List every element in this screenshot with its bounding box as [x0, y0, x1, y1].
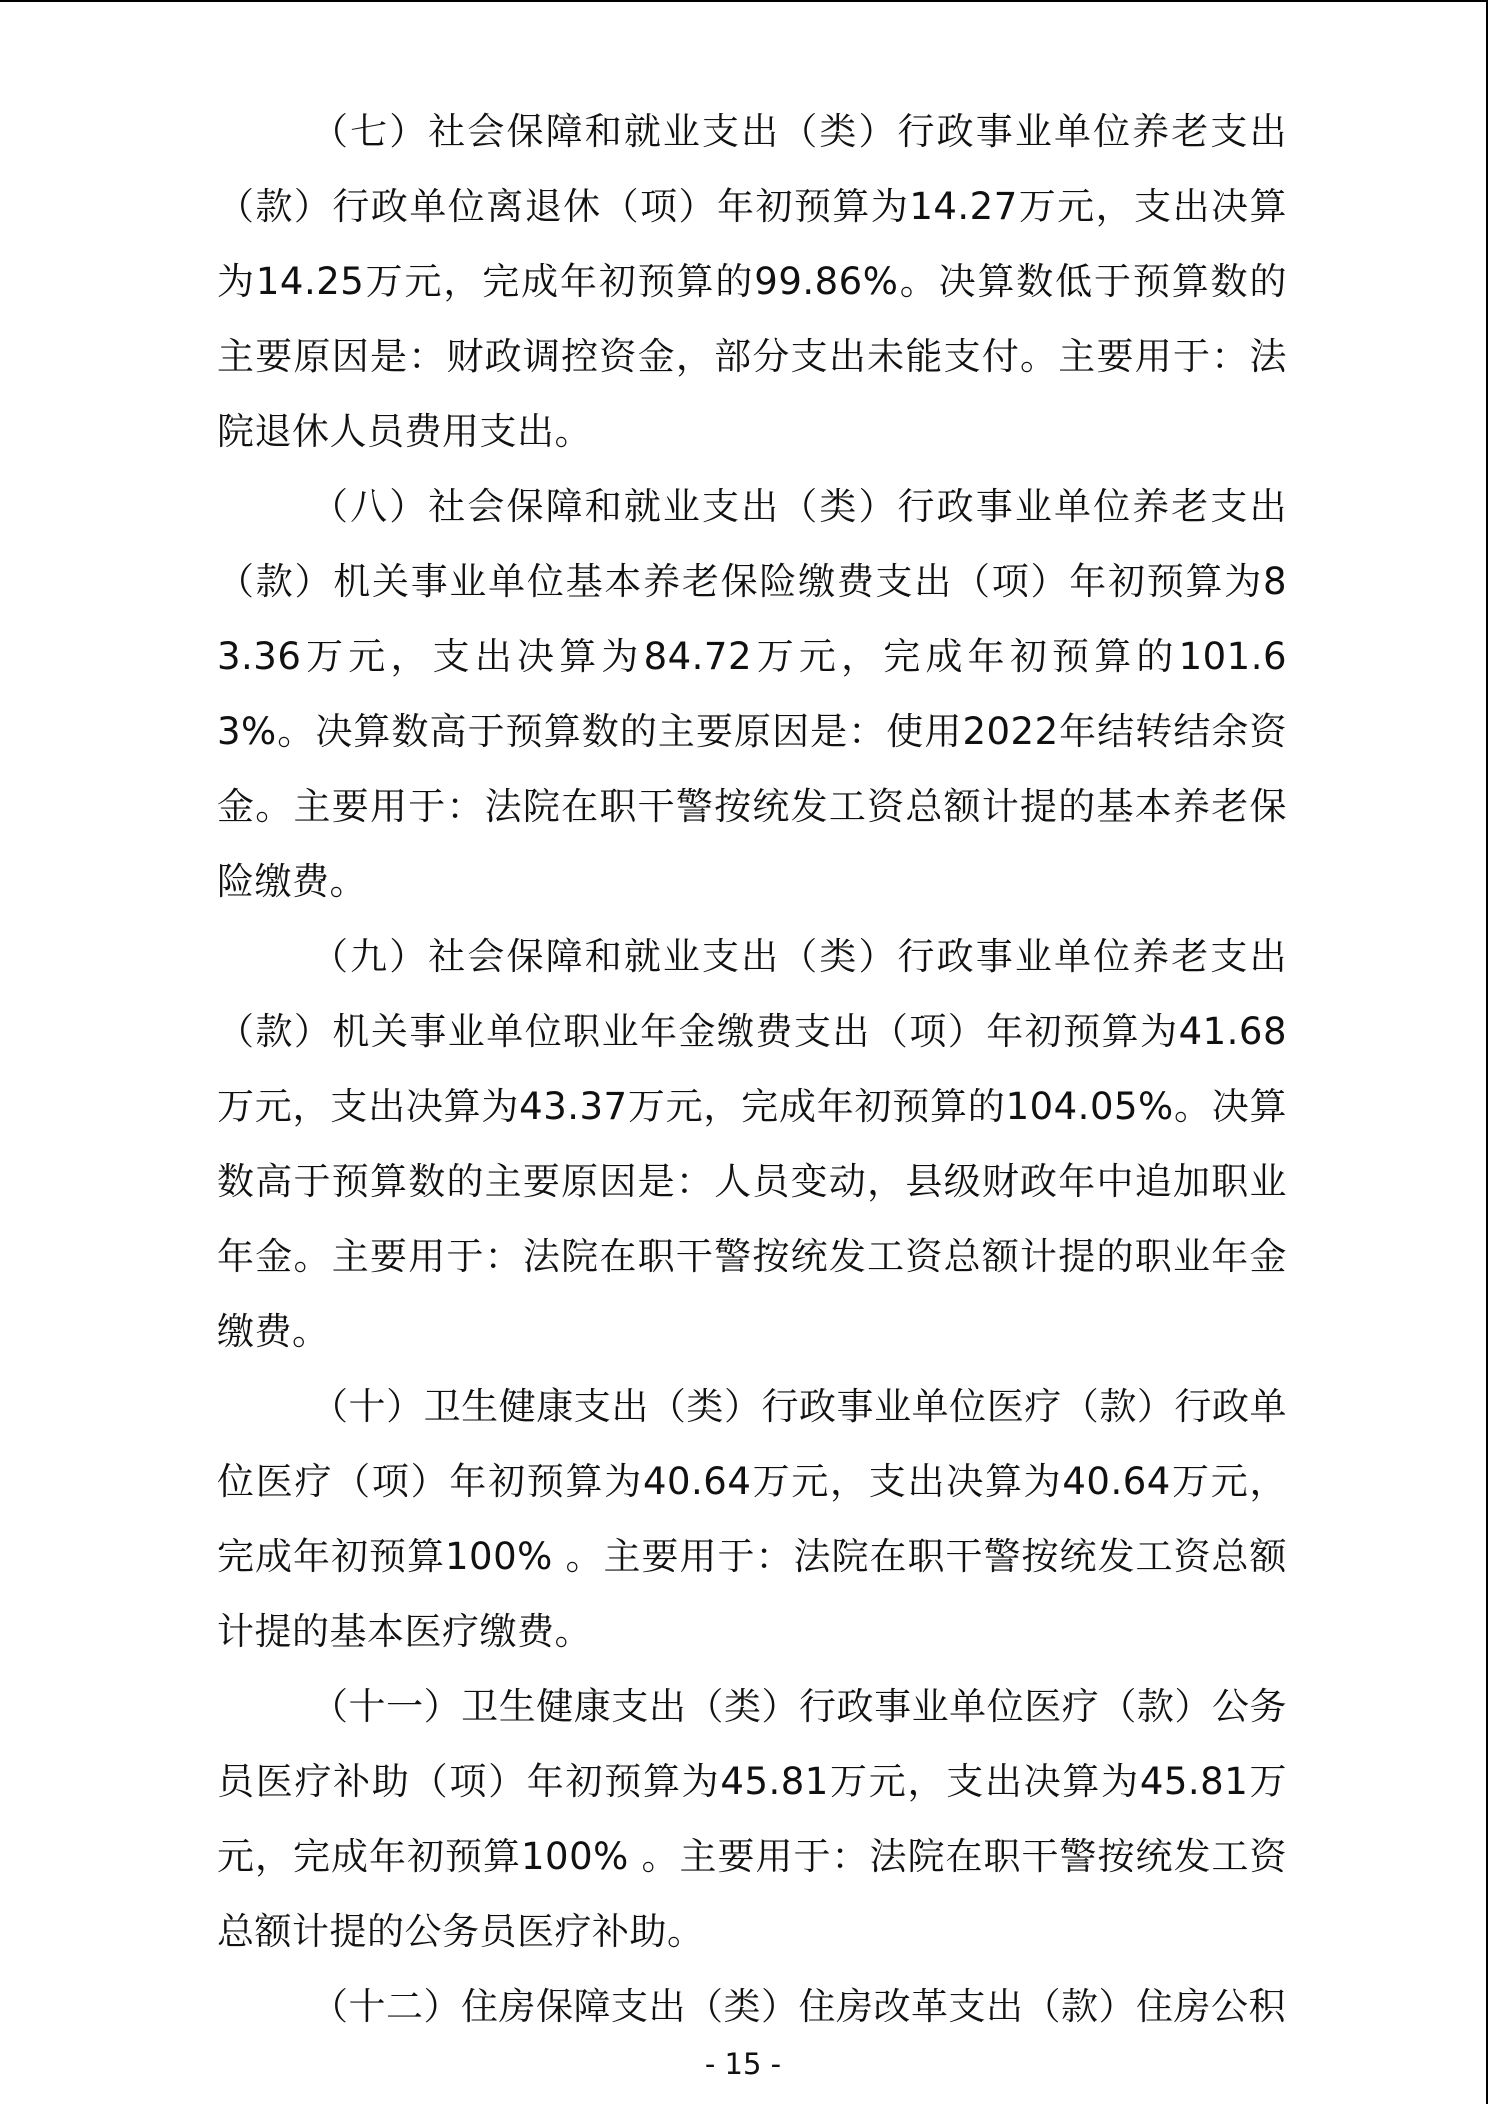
- paragraph-12: （十二）住房保障支出（类）住房改革支出（款）住房公积: [311, 1985, 1286, 2028]
- paragraph-8: （八）社会保障和就业支出（类）行政事业单位养老支出（款）机关事业单位基本养老保险缴费支出（项）年初预算为83.36万元，支出决算为84.72万元，完成年初预算的101.63%。决算数高于预算数的主要原因是：使用2022年结转结余资金。主要用于：法院在职干警按统发工资总额计提的基本养老保险缴费。: [217, 485, 1287, 903]
- paragraph-10: （十）卫生健康支出（类）行政事业单位医疗（款）行政单位医疗（项）年初预算为40.64万元，支出决算为40.64万元，完成年初预算100% 。主要用于：法院在职干警按统发工资总额计提的基本医疗缴费。: [217, 1385, 1287, 1653]
- page-number: - 15 -: [704, 2047, 782, 2081]
- paragraph-9: （九）社会保障和就业支出（类）行政事业单位养老支出（款）机关事业单位职业年金缴费支出（项）年初预算为41.68万元，支出决算为43.37万元，完成年初预算的104.05%。决算数高于预算数的主要原因是：人员变动，县级财政年中追加职业年金。主要用于：法院在职干警按统发工资总额计提的职业年金缴费。: [217, 935, 1287, 1353]
- paragraph-11: （十一）卫生健康支出（类）行政事业单位医疗（款）公务员医疗补助（项）年初预算为45.81万元，支出决算为45.81万元，完成年初预算100% 。主要用于：法院在职干警按统发工资总额计提的公务员医疗补助。: [217, 1685, 1287, 1953]
- document-body: [217, 94, 1287, 2044]
- paragraph-7: （七）社会保障和就业支出（类）行政事业单位养老支出（款）行政单位离退休（项）年初预算为14.27万元，支出决算为14.25万元，完成年初预算的99.86%。决算数低于预算数的主要原因是：财政调控资金，部分支出未能支付。主要用于：法院退休人员费用支出。: [217, 110, 1287, 453]
